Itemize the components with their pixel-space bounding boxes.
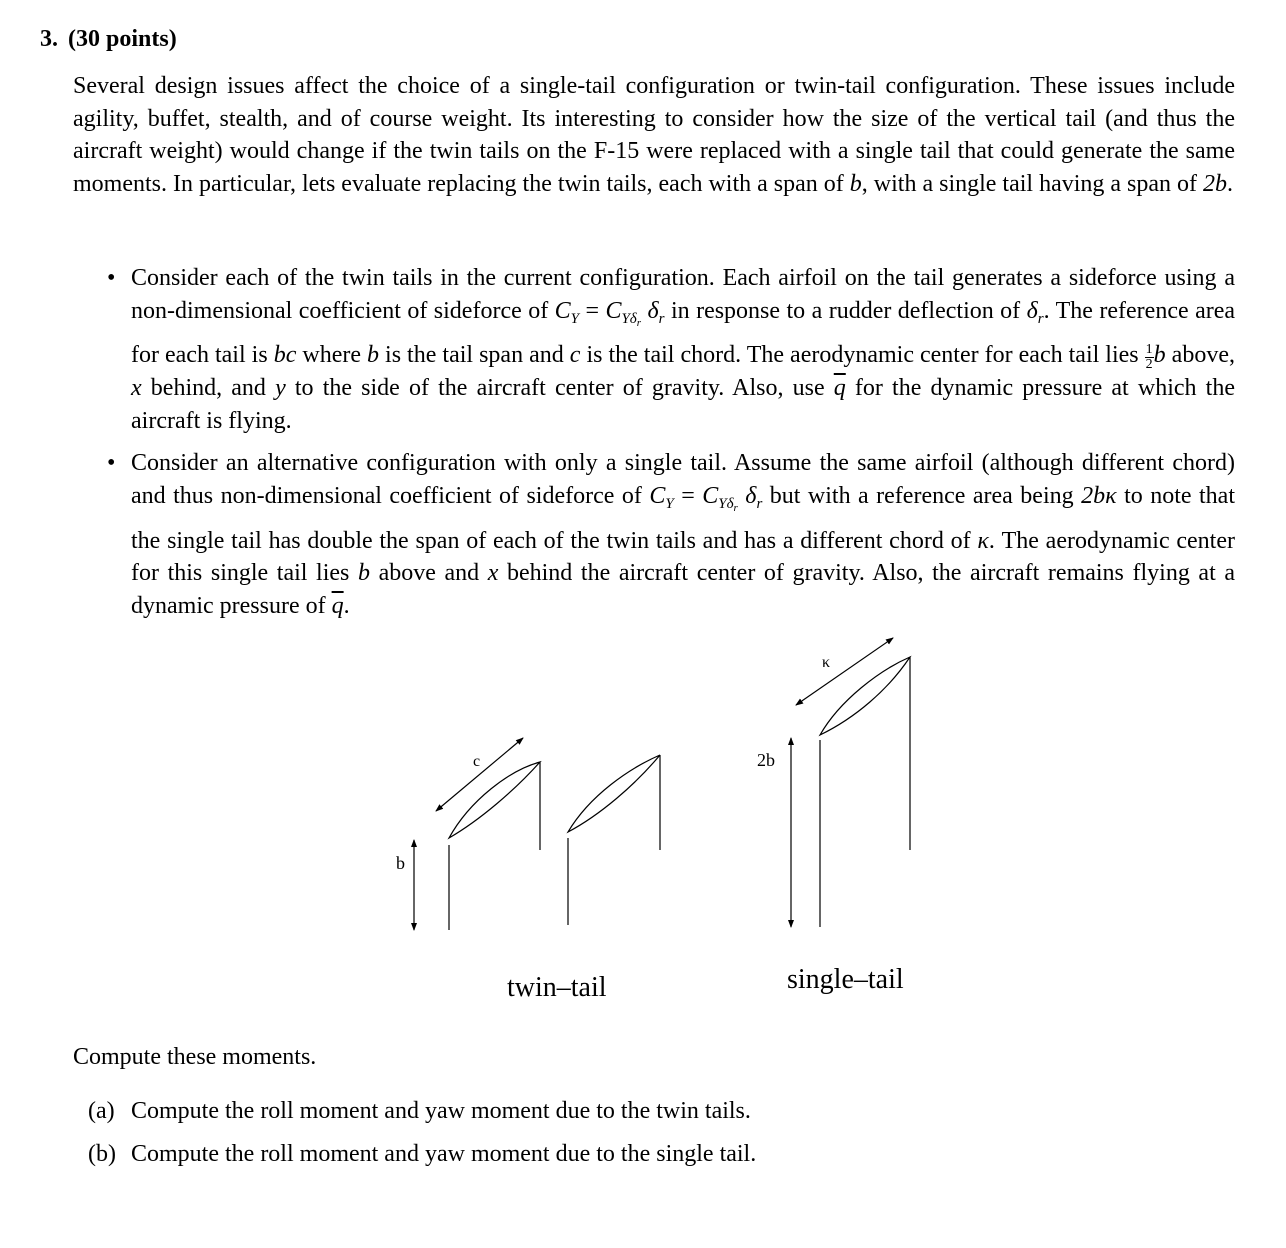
label-kappa: κ [822, 654, 831, 671]
label-c: c [473, 753, 481, 770]
single-tail [820, 657, 910, 927]
caption-twin-tail: twin–tail [507, 972, 607, 1003]
compute-instruction: Compute these moments. [73, 1044, 317, 1070]
problem-number: 3. [40, 26, 58, 52]
bullet-single-tail: • Consider an alternative configuration with only a single tail. Assume the same airfoil (although different chord) and thus non-dimensional coefficient of sideforce of $C_Y = C_{Y\delta_r}$ $\delta_r$ but with a reference area being 2bκ to note that the single tail has double the span of each of the twin tails and has a different chord of κ. The aerodynamic center for this single tail lies b above and x behind the aircraft center of gravity. Also, the aircraft remains flying at a dynamic pressure of $\overline{q}$. [131, 447, 1235, 622]
twin-tail-left [449, 762, 540, 930]
chord-c-arrow [436, 738, 523, 811]
label-2b: 2b [757, 750, 775, 770]
bullet-twin-tail: • Consider each of the twin tails in the current configuration. Each airfoil on the tail generates a sideforce using a non-dimensional coefficient of sideforce of $C_Y = C_{Y\delta_r}$ $\delta_r$ in response to a rudder deflection of $\delta_r$. The reference area for each tail is bc where b is the tail span and c is the tail chord. The aerodynamic center for each tail lies $\frac{1}{2}$ b above, x behind, and y to the side of the aircraft center of gravity. Also, use $\overline{q}$ for the dynamic pressure at which the aircraft is flying. [131, 262, 1235, 437]
part-a: (a) Compute the roll moment and yaw moment due to the twin tails. [88, 1098, 751, 1124]
label-b: b [396, 853, 405, 873]
part-b: (b) Compute the roll moment and yaw moment due to the single tail. [88, 1141, 757, 1167]
problem-points: (30 points) [68, 26, 177, 52]
caption-single-tail: single–tail [787, 964, 904, 995]
one-half: $\frac{1}{2}$ [1145, 342, 1153, 373]
question-parts [88, 1098, 756, 1184]
intro-paragraph: Several design issues affect the choice of a single-tail configuration or twin-tail configuration. These issues include agility, buffet, stealth, and of course weight. Its interesting to consider how the size of the vertical tail (and thus the aircraft weight) would change if the twin tails on the F-15 were replaced with a single tail that could generate the same moments. In particular, lets evaluate replacing the twin tails, each with a span of b, with a single tail having a span of 2b. [73, 73, 1235, 197]
problem-heading [40, 26, 177, 53]
tail-configuration-figure [0, 600, 1286, 1020]
twin-tail-right [568, 755, 660, 925]
bullet-list [131, 262, 1235, 632]
